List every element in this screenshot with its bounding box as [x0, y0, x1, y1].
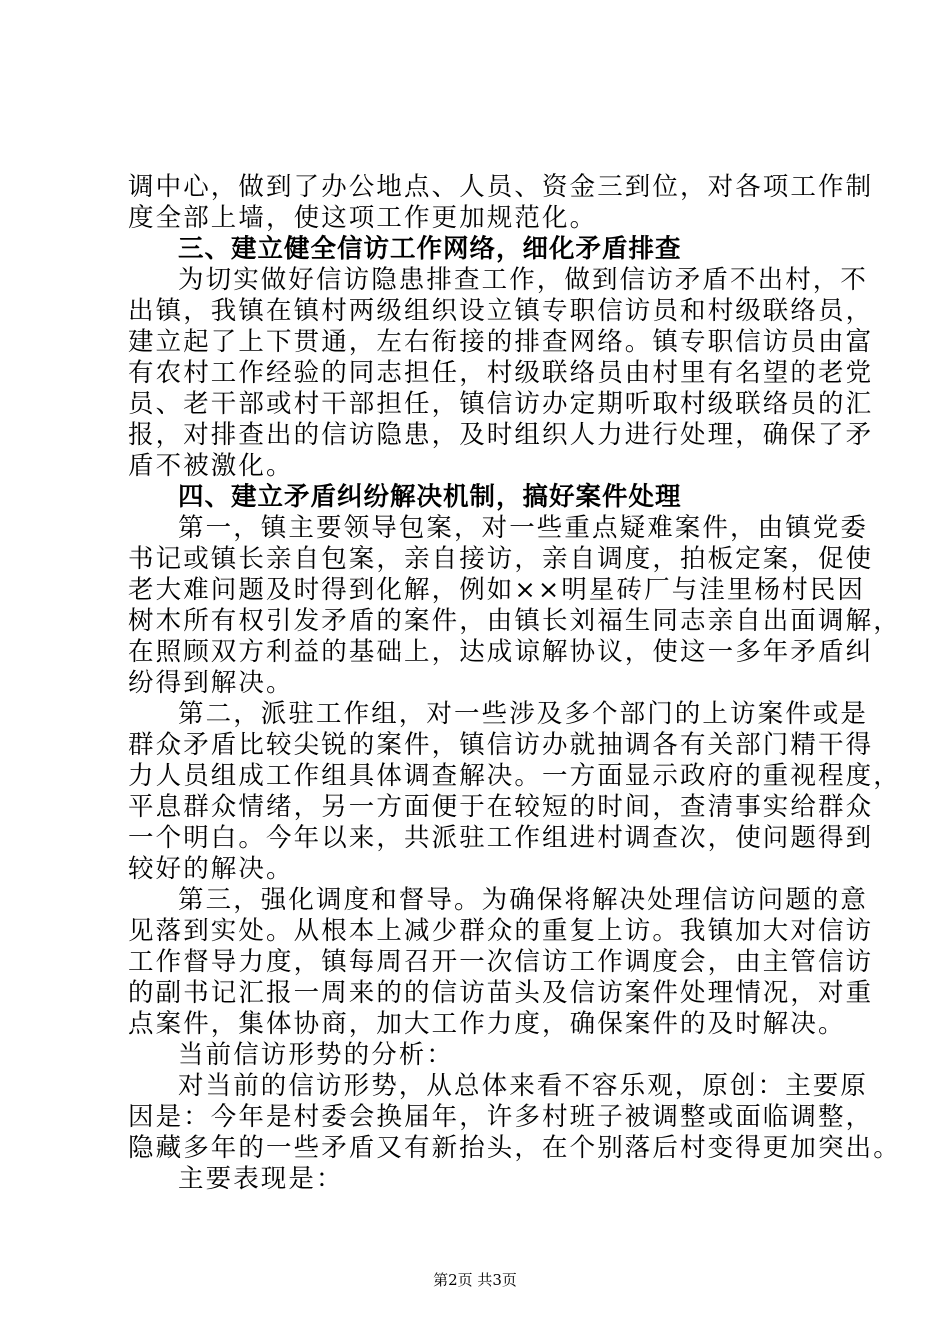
- paragraph-line: 较好的解决。: [128, 854, 294, 884]
- paragraph-line: 的副书记汇报一周来的的信访苗头及信访案件处理情况，对重: [128, 978, 874, 1008]
- document-body: [128, 172, 901, 1195]
- page-footer: 第2页 共3页: [433, 1271, 517, 1289]
- paragraph-line: 建立起了上下贯通，左右衔接的排查网络。镇专职信访员由富: [128, 327, 874, 357]
- paragraph-line: 平息群众情绪，另一方面便于在较短的时间，查清事实给群众: [128, 792, 874, 822]
- paragraph-line: 第一，镇主要领导包案，对一些重点疑难案件，由镇党委: [178, 513, 869, 543]
- paragraph-line: 在照顾双方利益的基础上，达成谅解协议，使这一多年矛盾纠: [128, 637, 874, 667]
- section-heading: 四、建立矛盾纠纷解决机制，搞好案件处理: [178, 482, 682, 512]
- paragraph-line: 工作督导力度，镇每周召开一次信访工作调度会，由主管信访: [128, 947, 874, 977]
- paragraph-line: 出镇，我镇在镇村两级组织设立镇专职信访员和村级联络员，: [128, 296, 874, 326]
- paragraph-line: 点案件，集体协商，加大工作力度，确保案件的及时解决。: [128, 1009, 846, 1039]
- paragraph-line: 第二，派驻工作组，对一些涉及多个部门的上访案件或是: [178, 699, 869, 729]
- paragraph-line: 因是：今年是村委会换届年，许多村班子被调整或面临调整，: [128, 1102, 874, 1132]
- paragraph-line: 纷得到解决。: [128, 668, 294, 698]
- paragraph-line: 调中心，做到了办公地点、人员、资金三到位，对各项工作制: [128, 172, 874, 202]
- paragraph-line: 群众矛盾比较尖锐的案件，镇信访办就抽调各有关部门精干得: [128, 730, 874, 760]
- paragraph-line: 第三，强化调度和督导。为确保将解决处理信访问题的意: [178, 885, 869, 915]
- paragraph-line: 力人员组成工作组具体调查解决。一方面显示政府的重视程度，: [128, 761, 901, 791]
- paragraph-line: 书记或镇长亲自包案，亲自接访，亲自调度，拍板定案，促使: [128, 544, 874, 574]
- paragraph-line: 见落到实处。从根本上减少群众的重复上访。我镇加大对信访: [128, 916, 874, 946]
- section-heading: 三、建立健全信访工作网络，细化矛盾排查: [178, 234, 682, 264]
- paragraph-line: 员、老干部或村干部担任，镇信访办定期听取村级联络员的汇: [128, 389, 874, 419]
- paragraph-line: 隐藏多年的一些矛盾又有新抬头，在个别落后村变得更加突出。: [128, 1133, 901, 1163]
- paragraph-line: 树木所有权引发矛盾的案件，由镇长刘福生同志亲自出面调解，: [128, 606, 901, 636]
- paragraph-line: 度全部上墙，使这项工作更加规范化。: [128, 203, 598, 233]
- paragraph-line: 报，对排查出的信访隐患，及时组织人力进行处理，确保了矛: [128, 420, 874, 450]
- paragraph-line: 为切实做好信访隐患排查工作，做到信访矛盾不出村，不: [178, 265, 869, 295]
- paragraph-line: 盾不被激化。: [128, 451, 294, 481]
- paragraph-line: 有农村工作经验的同志担任，村级联络员由村里有名望的老党: [128, 358, 874, 388]
- paragraph-line: 主要表现是：: [178, 1164, 344, 1194]
- paragraph-line: 一个明白。今年以来，共派驻工作组进村调查次，使问题得到: [128, 823, 874, 853]
- paragraph-line: 对当前的信访形势，从总体来看不容乐观，原创：主要原: [178, 1071, 869, 1101]
- paragraph-line: 老大难问题及时得到化解，例如××明星砖厂与洼里杨村民因: [128, 575, 865, 605]
- paragraph-line: 当前信访形势的分析：: [178, 1040, 455, 1070]
